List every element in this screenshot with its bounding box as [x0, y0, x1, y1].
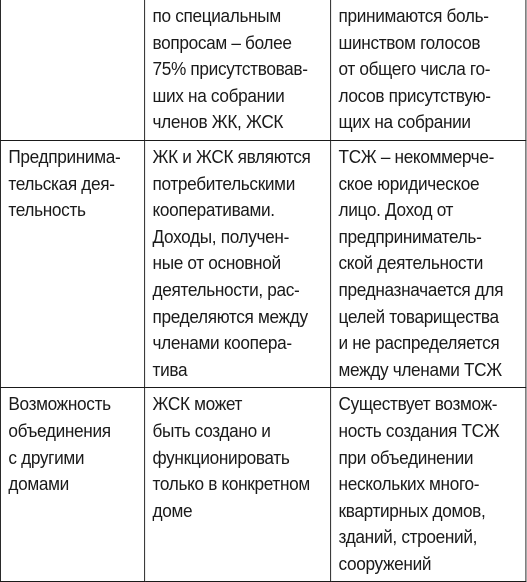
cell-row1-tszh [331, 0, 526, 140]
cell-text-line: пределяются между [152, 305, 308, 327]
cell-text-line: и не распределяется [338, 332, 500, 354]
cell-text-line: лосов присутствую- [338, 84, 491, 106]
cell-text-line: ность создания ТСЖ [338, 419, 500, 441]
cell-text-line: членами коопера- [152, 332, 292, 354]
cell-text-line: функционировать [152, 446, 290, 468]
cell-text-line: целей товарищества [338, 305, 499, 327]
cell-text-line: между членами ТСЖ [338, 358, 502, 380]
cell-row2-tszh [331, 140, 526, 387]
cell-text-line: потребительскими [152, 172, 295, 194]
cell-text-line: предприниматель- [338, 225, 482, 247]
cell-text-line: 75% присутствовав- [152, 58, 308, 80]
cell-text-line: нескольких много- [338, 473, 480, 495]
cell-text-line: вопросам – более [152, 31, 292, 53]
cell-text-line: быть создано и [152, 419, 271, 441]
cell-text-line: доме [152, 499, 193, 521]
cell-row3-zhk-zhsk [145, 388, 331, 582]
cell-text-line: ТСЖ – некоммерче- [338, 145, 494, 167]
cell-text-line: Существует возмож- [338, 393, 498, 415]
cell-text-line: предназначается для [338, 278, 504, 300]
cell-text-line: щих на собрании [338, 111, 471, 133]
cell-text-line: с другими [8, 446, 85, 468]
cell-text-line: тива [152, 358, 188, 380]
cell-text-line: Доходы, получен- [152, 225, 290, 247]
cell-row3-tszh [331, 388, 526, 582]
cell-row1-zhk-zhsk [145, 0, 331, 140]
cell-text-line: квартирных домов, [338, 499, 486, 521]
table-row-business-activity [0, 140, 525, 387]
cell-text-line: членов ЖК, ЖСК [152, 111, 284, 133]
cell-text-line: лицо. Доход от [338, 199, 454, 221]
cell-text-line: ское юридическое [338, 172, 480, 194]
cell-text-line: принимаются боль- [338, 5, 489, 26]
cell-text-line: ные от основной [152, 252, 281, 274]
cell-text-line: шинством голосов [338, 31, 481, 53]
cell-text-line: кооперативами. [152, 199, 275, 221]
cell-text-line: ской деятельности [338, 252, 484, 274]
cell-text-line: сооружений [338, 552, 432, 574]
table-row-voting [0, 0, 525, 140]
cell-text-line: объединения [8, 419, 111, 441]
cell-text-line: домами [8, 473, 69, 495]
cell-text-line: по специальным [152, 5, 281, 26]
cell-text-line: зданий, строений, [338, 526, 478, 548]
table-row-association [0, 388, 525, 582]
cell-text-line: ших на собрании [152, 84, 285, 106]
cell-text-line: деятельности, рас- [152, 278, 300, 300]
cell-text-line: тельская дея- [8, 172, 115, 194]
cell-text-line: от общего числа го- [338, 58, 491, 80]
cell-row1-criterion [0, 0, 144, 140]
cell-text-line: тельность [8, 199, 86, 221]
cell-row2-criterion [0, 140, 144, 387]
cell-text-line: Возможность [8, 393, 111, 415]
cell-row2-zhk-zhsk [145, 140, 331, 387]
cell-row3-criterion [0, 388, 144, 582]
cell-text-line: ЖК и ЖСК являются [152, 145, 311, 167]
cell-text-line: только в конкретном [152, 473, 310, 495]
cell-text-line: Предпринима- [8, 145, 121, 167]
cell-text-line: ЖСК может [152, 393, 243, 415]
cell-text-line: при объединении [338, 446, 474, 468]
